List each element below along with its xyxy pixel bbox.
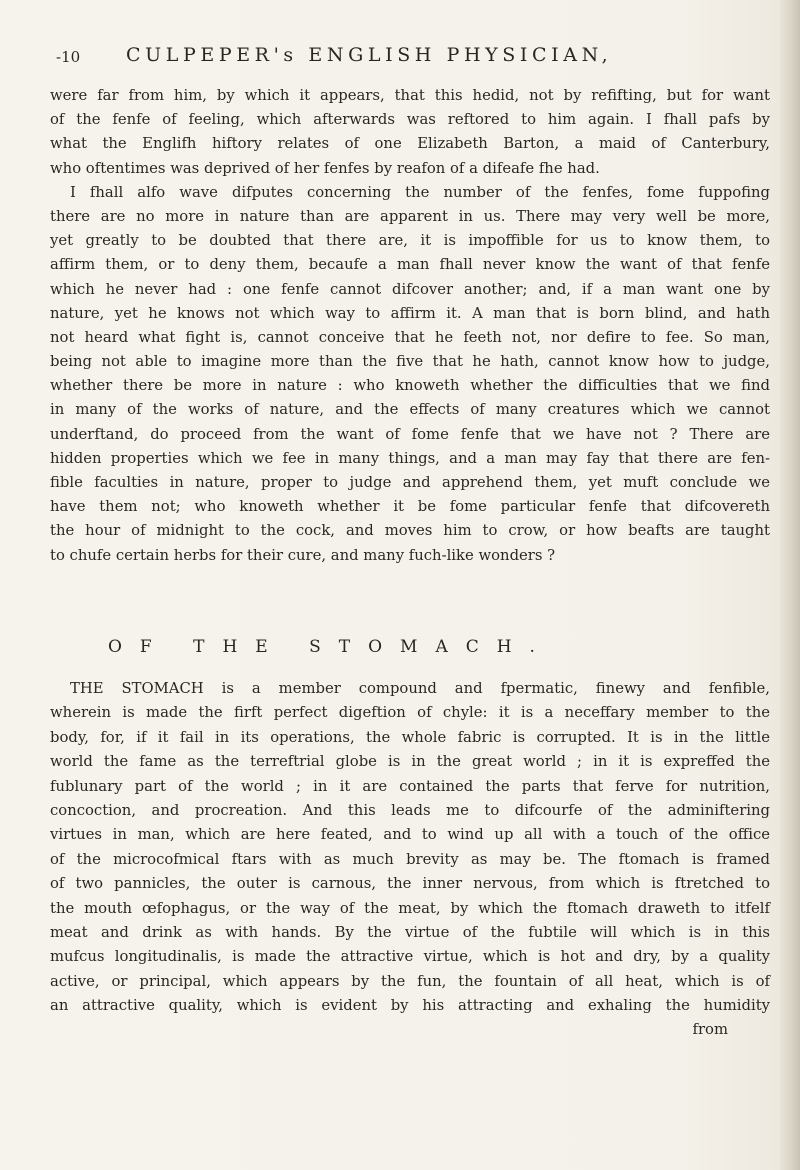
page-number: -10 xyxy=(56,48,81,66)
text-line: to chufe certain herbs for their cure, and many fuch-like wonders ? xyxy=(50,546,556,564)
text-line: concoction, and procreation. And this leads me to difcourfe of the adminiftering xyxy=(50,801,770,819)
text-line: were far from him, by which it appears, that this hedid, not by refifting, but for want xyxy=(50,87,770,104)
text-line: yet greatly to be doubted that there are, it is impoffible for us to know them, to xyxy=(50,232,770,250)
section-heading: OF THE STOMACH. xyxy=(108,637,553,657)
text-line: an attractive quality, which is evident by his attracting and exhaling the humidity xyxy=(50,997,770,1015)
text-line: mufcus longitudinalis, is made the attractive virtue, which is hot and dry, by a quality xyxy=(50,948,770,966)
text-line: of the fenfe of feeling, which afterwards was reftored to him again. I fhall pafs by xyxy=(50,111,770,129)
text-line: affirm them, or to deny them, becaufe a man fhall never know the want of that fenfe xyxy=(50,256,770,274)
text-line: fublunary part of the world ; in it are contained the parts that ferve for nutrition, xyxy=(50,777,770,795)
text-line: who oftentimes was deprived of her fenfes by reafon of a difeafe fhe had. xyxy=(50,159,600,177)
text-line: I fhall alfo wave difputes concerning the number of the fenfes, fome fuppofing xyxy=(70,183,770,201)
text-line: fible faculties in nature, proper to judge and apprehend them, yet muft conclude we xyxy=(50,474,770,491)
text-line: THE STOMACH is a member compound and fpermatic, finewy and fenfible, xyxy=(70,680,770,697)
text-line: what the Englifh hiftory relates of one Elizabeth Barton, a maid of Canterbury, xyxy=(50,135,770,153)
text-line: of two pannicles, the outer is carnous, the inner nervous, from which is ftretched to xyxy=(50,875,770,893)
text-line: whether there be more in nature : who knoweth whether the difficulties that we find xyxy=(50,377,770,395)
text-line: hidden properties which we fee in many things, and a man may fay that there are fen- xyxy=(50,449,770,467)
text-line: the mouth œfophagus, or the way of the meat, by which the ftomach draweth to itfelf xyxy=(50,899,770,917)
running-title: CULPEPER's ENGLISH PHYSICIAN, xyxy=(126,44,613,66)
text-line: being not able to imagine more than the five that he hath, cannot know how to judge, xyxy=(50,353,770,371)
text-line: nature, yet he knows not which way to affirm it. A man that is born blind, and hath xyxy=(50,304,770,322)
text-line: wherein is made the firft perfect digeftion of chyle: it is a neceffary member to the xyxy=(50,704,770,722)
text-line: body, for, if it fail in its operations, the whole fabric is corrupted. It is in the little xyxy=(50,728,770,746)
text-line: there are no more in nature than are apparent in us. There may very well be more, xyxy=(50,207,770,225)
text-line: not heard what fight is, cannot conceive that he feeth not, nor defire to fee. So man, xyxy=(50,328,770,346)
text-line: active, or principal, which appears by the fun, the fountain of all heat, which is of xyxy=(50,972,770,990)
text-line: which he never had : one fenfe cannot difcover another; and, if a man want one by xyxy=(50,280,770,298)
text-line: underftand, do proceed from the want of fome fenfe that we have not ? There are xyxy=(50,425,770,443)
text-line: world the fame as the terreftrial globe is in the great world ; in it is expreffed the xyxy=(50,753,770,771)
text-line: meat and drink as with hands. By the virtue of the fubtile will which is in this xyxy=(50,923,770,941)
text-line: of the microcofmical ftars with as much brevity as may be. The ftomach is framed xyxy=(50,850,770,868)
text-line: have them not; who knoweth whether it be fome particular fenfe that difcovereth xyxy=(50,498,770,516)
text-line: virtues in man, which are here feated, and to wind up all with a touch of the office xyxy=(50,826,770,844)
body-text-upper xyxy=(50,84,770,568)
body-text-lower xyxy=(50,677,770,1043)
page-edge-shadow xyxy=(780,0,800,1170)
text-line: the hour of midnight to the cock, and moves him to crow, or how beafts are taught xyxy=(50,522,770,540)
running-head xyxy=(56,44,756,74)
catchword: from xyxy=(692,1021,728,1039)
text-line: in many of the works of nature, and the effects of many creatures which we cannot xyxy=(50,401,770,419)
